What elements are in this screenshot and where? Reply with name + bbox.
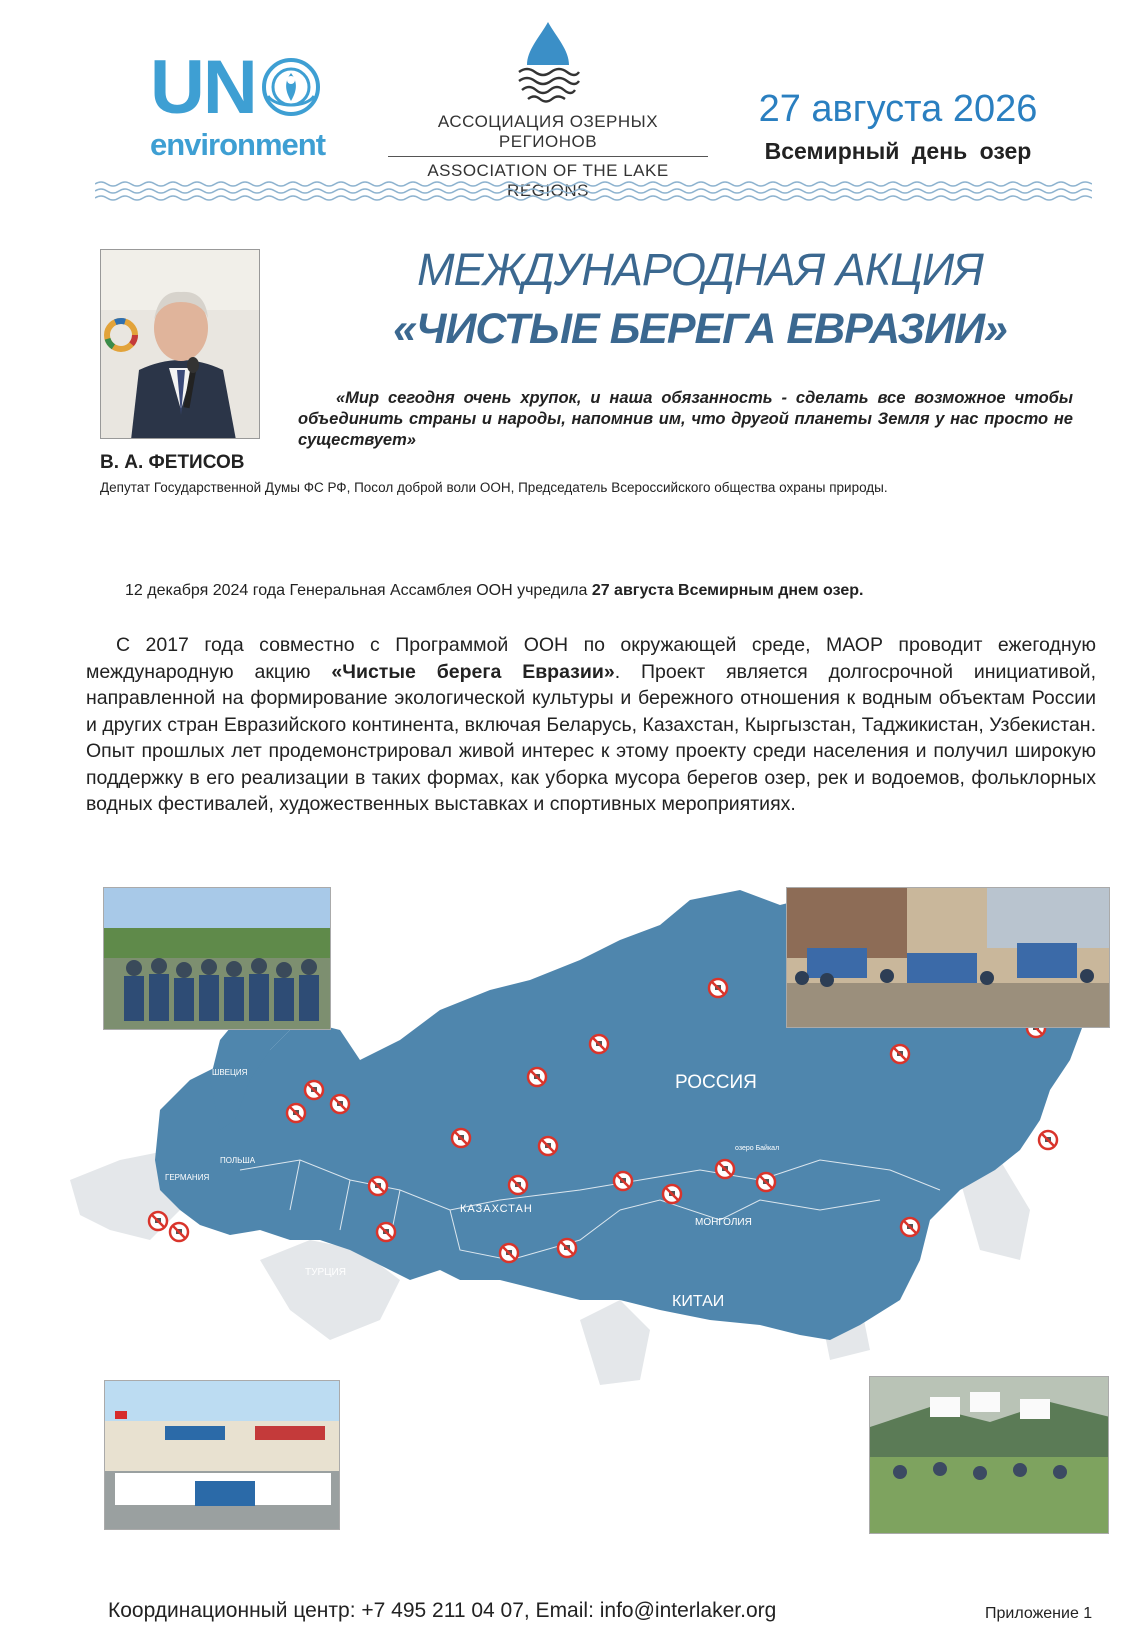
no-litter-marker-icon xyxy=(452,1129,470,1147)
footer-contacts: Координационный центр: +7 495 211 04 07, Email: info@interlaker.org xyxy=(108,1599,777,1622)
photo-group-1 xyxy=(103,887,331,1030)
no-litter-marker-icon xyxy=(891,1045,909,1063)
map-label-baikal: озеро Байкал xyxy=(735,1145,780,1152)
photo-group-2 xyxy=(786,887,1110,1028)
page-title-line1: МЕЖДУНАРОДНАЯ АКЦИЯ xyxy=(417,244,983,295)
event-date: 27 августа 2026 xyxy=(758,88,1038,130)
author-quote: «Мир сегодня очень хрупок, и наша обязанность - сделать все возможное чтобы объединить страны и народы, напомнив им, что другой планеты Земля у нас просто не существует» xyxy=(298,389,1073,449)
no-litter-marker-icon xyxy=(305,1081,323,1099)
no-litter-marker-icon xyxy=(757,1173,775,1191)
water-drop-icon xyxy=(513,20,583,108)
no-litter-marker-icon xyxy=(500,1244,518,1262)
author-name: В. А. ФЕТИСОВ xyxy=(100,452,245,473)
no-litter-marker-icon xyxy=(377,1223,395,1241)
no-litter-marker-icon xyxy=(716,1160,734,1178)
no-litter-marker-icon xyxy=(901,1218,919,1236)
un-logo-subtitle: environment xyxy=(150,127,326,162)
main-paragraph xyxy=(86,632,1096,818)
no-litter-marker-icon xyxy=(170,1223,188,1241)
page-title-line2: «ЧИСТЫЕ БЕРЕГА ЕВРАЗИИ» xyxy=(393,305,1007,353)
no-litter-marker-icon xyxy=(558,1239,576,1257)
no-litter-marker-icon xyxy=(331,1095,349,1113)
association-name-en: ASSOCIATION OF THE LAKE REGIONS xyxy=(427,161,669,200)
no-litter-marker-icon xyxy=(149,1212,167,1230)
paragraph-part1: С 2017 года совместно с Программой ООН по окружающей среде, МАОР проводит ежегодную международную акцию xyxy=(86,634,1096,683)
un-emblem-icon xyxy=(260,56,322,118)
map-label-china: КИТАИ xyxy=(672,1293,725,1310)
map-label-germany: ГЕРМАНИЯ xyxy=(165,1173,210,1182)
no-litter-marker-icon xyxy=(614,1172,632,1190)
decree-text: 12 декабря 2024 года Генеральная Ассамблея ООН учредила xyxy=(125,582,592,599)
paragraph-bold: «Чистые берега Евразии» xyxy=(331,660,615,683)
paragraph-part2: . Проект является долгосрочной инициативой, направленной на формирование экологической культуры и бережного отношения к водным объектам России и других стран Евразийского континента, включая Беларусь, Казахстан, Кыргызстан, Таджикистан, Узбекистан. Опыт прошлых лет продемонстрировал живой интерес к этому проекту среди населения и получил широкую поддержку в его реализации в таких формах, как уборка мусора берегов озер, рек и водоемов, фольклорных водных фестивалей, художественных выставках и спортивных мероприятиях. xyxy=(86,660,1096,815)
un-decree-text xyxy=(125,582,863,600)
map-label-sweden: ШВЕЦИЯ xyxy=(212,1068,248,1077)
map-label-mongolia: МОНГОЛИЯ xyxy=(695,1217,752,1228)
event-name: Всемирный день озер xyxy=(764,138,1032,164)
no-litter-marker-icon xyxy=(663,1185,681,1203)
no-litter-marker-icon xyxy=(509,1176,527,1194)
no-litter-marker-icon xyxy=(1039,1131,1057,1149)
no-litter-marker-icon xyxy=(709,979,727,997)
map-label-russia: РОССИЯ xyxy=(675,1072,757,1093)
no-litter-marker-icon xyxy=(528,1068,546,1086)
no-litter-marker-icon xyxy=(539,1137,557,1155)
no-litter-marker-icon xyxy=(590,1035,608,1053)
association-logo xyxy=(388,20,708,200)
un-logo-letters: UN xyxy=(150,45,256,130)
no-litter-marker-icon xyxy=(369,1177,387,1195)
map-label-poland: ПОЛЬША xyxy=(220,1156,256,1165)
map-label-kazakhstan: КАЗАХСТАН xyxy=(460,1203,533,1215)
map-label-turkey: ТУРЦИЯ xyxy=(305,1267,346,1278)
photo-group-3 xyxy=(104,1380,340,1530)
wave-divider xyxy=(95,180,1092,202)
decree-bold: 27 августа Всемирным днем озер. xyxy=(591,582,864,599)
author-portrait xyxy=(100,249,260,439)
association-name-ru: АССОЦИАЦИЯ ОЗЕРНЫХ РЕГИОНОВ xyxy=(388,112,708,157)
un-environment-logo xyxy=(150,45,350,165)
author-description: Депутат Государственной Думы ФС РФ, Посол доброй воли ООН, Председатель Всероссийского общества охраны природы. xyxy=(100,480,888,495)
appendix-label: Приложение 1 xyxy=(985,1605,1093,1622)
photo-group-4 xyxy=(869,1376,1109,1534)
no-litter-marker-icon xyxy=(287,1104,305,1122)
